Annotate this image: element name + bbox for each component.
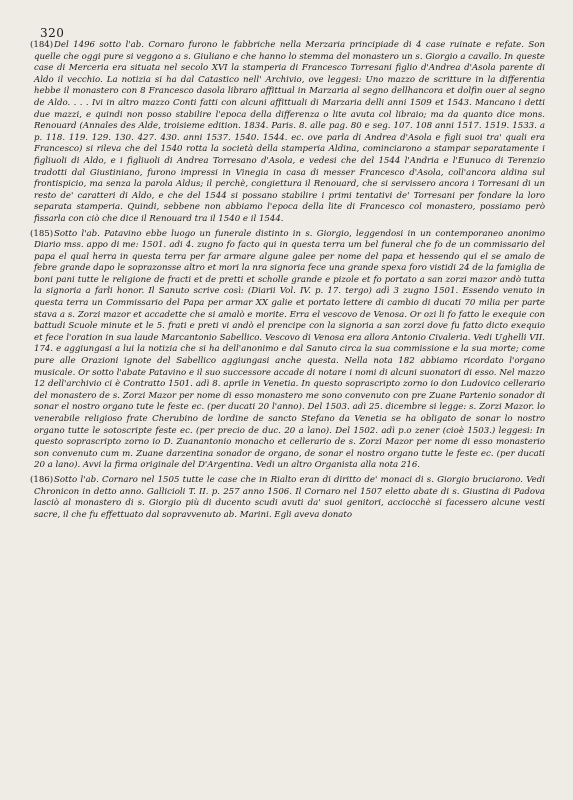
footnote-text: Del 1496 sotto l'ab. Cornaro furono le fabbriche nella Merzaria principiade di 4 case ruinate e refate. Son quelle che oggi pure si veggono a s. Giuliano e che hanno lo stemma del monastero un s. Giorgio a cavallo. In queste case di Merceria era situata nel secolo XVI la stamperia di Francesco Torresani figlio d'Andrea d'Asola parente di Aldo il vecchio. La notizia si ha dal Catastico nell' Archivio, ove leggesi: Uno mazzo de scritture in la differentia hebbe il monastero con 8 Francesco dasola libraro affittual in Marzaria al segno dellhancora et dolfin ouer al segno de Aldo. . . . Ivi in altro mazzo Conti fatti con alcuni affittuali di Marzaria delli anni 1509 et 1543. Mancano i detti due mazzi, e quindi non posso stabilire l'epoca della differenza o lite avuta col libraio; ma da quanto dice mons. Renouard (Annales des Alde, troisieme edition. 1834. Paris. 8. alle pag. 80 e seg. 107. 108 anni 1517. 1519. 1533. a p. 118. 119. 129. 130. 427. 430. anni 1537. 1540. 1544. ec. ove parla di Andrea d'Asola e figli suoi tra' quali era Francesco) si rileva che del 1540 rotta la società della stamperia Aldina, cominciarono a stampar separatamente i figliuoli di Aldo, e i figliuoli di Andrea Torresano d'Asola, e vedesi che del 1544 l'Andria e l'Eunuco di Terenzio tradotti dal Giustiniano, furono impressi in Vinegia in casa di messer Francesco d'Asola, coll'ancora aldina sul frontispicio, ma senza la parola Aldus; il perchè, congiettura il Renouard, che si servissero ancora i Torresani di un resto de' caratteri di Aldo, e che del 1544 si possano stabilire i primi tentativi de' Torresani per fondare la loro separata stamperia. Quindi, sebbene non abbiamo l'epoca della lite di Francesco col monastero, possiamo però fissarla con ciò che dice il Renouard tra il 1540 e il 1544.	[34, 40, 545, 224]
footnote-number: (184)	[30, 40, 54, 50]
footnote-186	[30, 474, 545, 521]
page-number: 320	[40, 26, 65, 40]
footnote-number: (185)	[30, 228, 54, 239]
footnote-text: Sotto l'ab. Cornaro nel 1505 tutte le case che in Rialto eran di diritto de' monaci di s. Giorgio bruciarono. Vedi Chronicon in detto anno. Gallicioli T. II. p. 257 anno 1506. Il Cornaro nel 1507 eletto abate di s. Giustina di Padova lasciò al monastero di s. Giorgio più di ducento scudi avuti da' suoi genitori, acciocchè si facessero alcune vesti sacre, il che fu effettuato dal sopravvenuto ab. Marini. Egli aveva donato	[34, 474, 545, 520]
footnote-text: Sotto l'ab. Patavino ebbe luogo un funerale distinto in s. Giorgio, leggendosi in un contemporaneo anonimo Diario mss. appo di me: 1501. adi 4. zugno fo facto qui in questa terra um bel funeral che fo de un commissario del papa el qual herra in questa terra per far armare algune galee per nome del papa et hessendo qui el se amalo de febre grande dapo le soprazonsse altro et mori la nra signoria fece una grande spexa foro vistidi 24 de la famiglia de boni pani tutte le religione de fracti et de pretti et scholle grande e pizole et fo portato a san zorzi mazor andò tutta la signoria a farli honor. Il Sanuto scrive così: (Diarii Vol. IV. p. 17. tergo) adì 3 zugno 1501. Essendo venuto in questa terra un Commissario del Papa per armar XX galie et portato lettere di cambio di ducati 70 milia per parte stava a s. Zorzi mazor et accadette che si amalò e morite. Erra el vescovo de Venosa. Or ozi li fo fatto le exequie con battudi Scuole minute et le 5. frati e preti vi andò el prencipe con la signoria a san zorzi dove fu fatto dicto exequio et fece l'oration in sua laude Marcantonio Sabellico. Vescovo di Venosa era allora Antonio Civaleria. Vedi Ughelli VII. 174. e aggiungasi a lui la notizia che si ha dell'anonimo e dal Sanuto circa la sua commissione e la sua morte; come pure alle Orazioni ignote del Sabellico aggiungasi anche questa. Nella nota 182 abbiamo ricordato l'organo musicale. Or sotto l'abate Patavino e il suo successore accade di notare i nomi di alcuni suonatori di esso. Nel mazzo 12 dell'archivio ci è Contratto 1501. adì 8. aprile in Venetia. In questo soprascripto zorno io don Ludovico cellerario del monastero de s. Zorzi Mazor per nome di esso monastero me sono convenuto con pre Zuane Partenio sonador di sonar el nostro organo tute le feste ec. (per ducati 20 l'anno). Del 1503. adì 25. dicembre si legge: s. Zorzi Mazor. lo venerabile religioso frate Cherubino de lordine de sancto Stefano da Venetia se ha obligato de sonar lo nostro organo tutte le sotoscripte feste ec. (per precio de duc. 20 a lano). Del 1502. adì p.o zener (cioè 1503.) leggesi: In questo soprascripto zorno io D. Zuanantonio monacho et cellerario de s. Zorzi Mazor per nome di esso monasterio son convenuto cum m. Zuane darzentina sonador de organo, de sonar el nostro organo tutte le feste ec. (per ducati 20 a lano). Avvi la firma originale del D'Argentina. Vedi un altro Organista alla nota 216.	[34, 228, 545, 471]
footnote-184	[30, 40, 545, 226]
footnote-number: (186)	[30, 474, 54, 485]
footnotes	[30, 40, 545, 524]
footnote-185	[30, 228, 545, 472]
